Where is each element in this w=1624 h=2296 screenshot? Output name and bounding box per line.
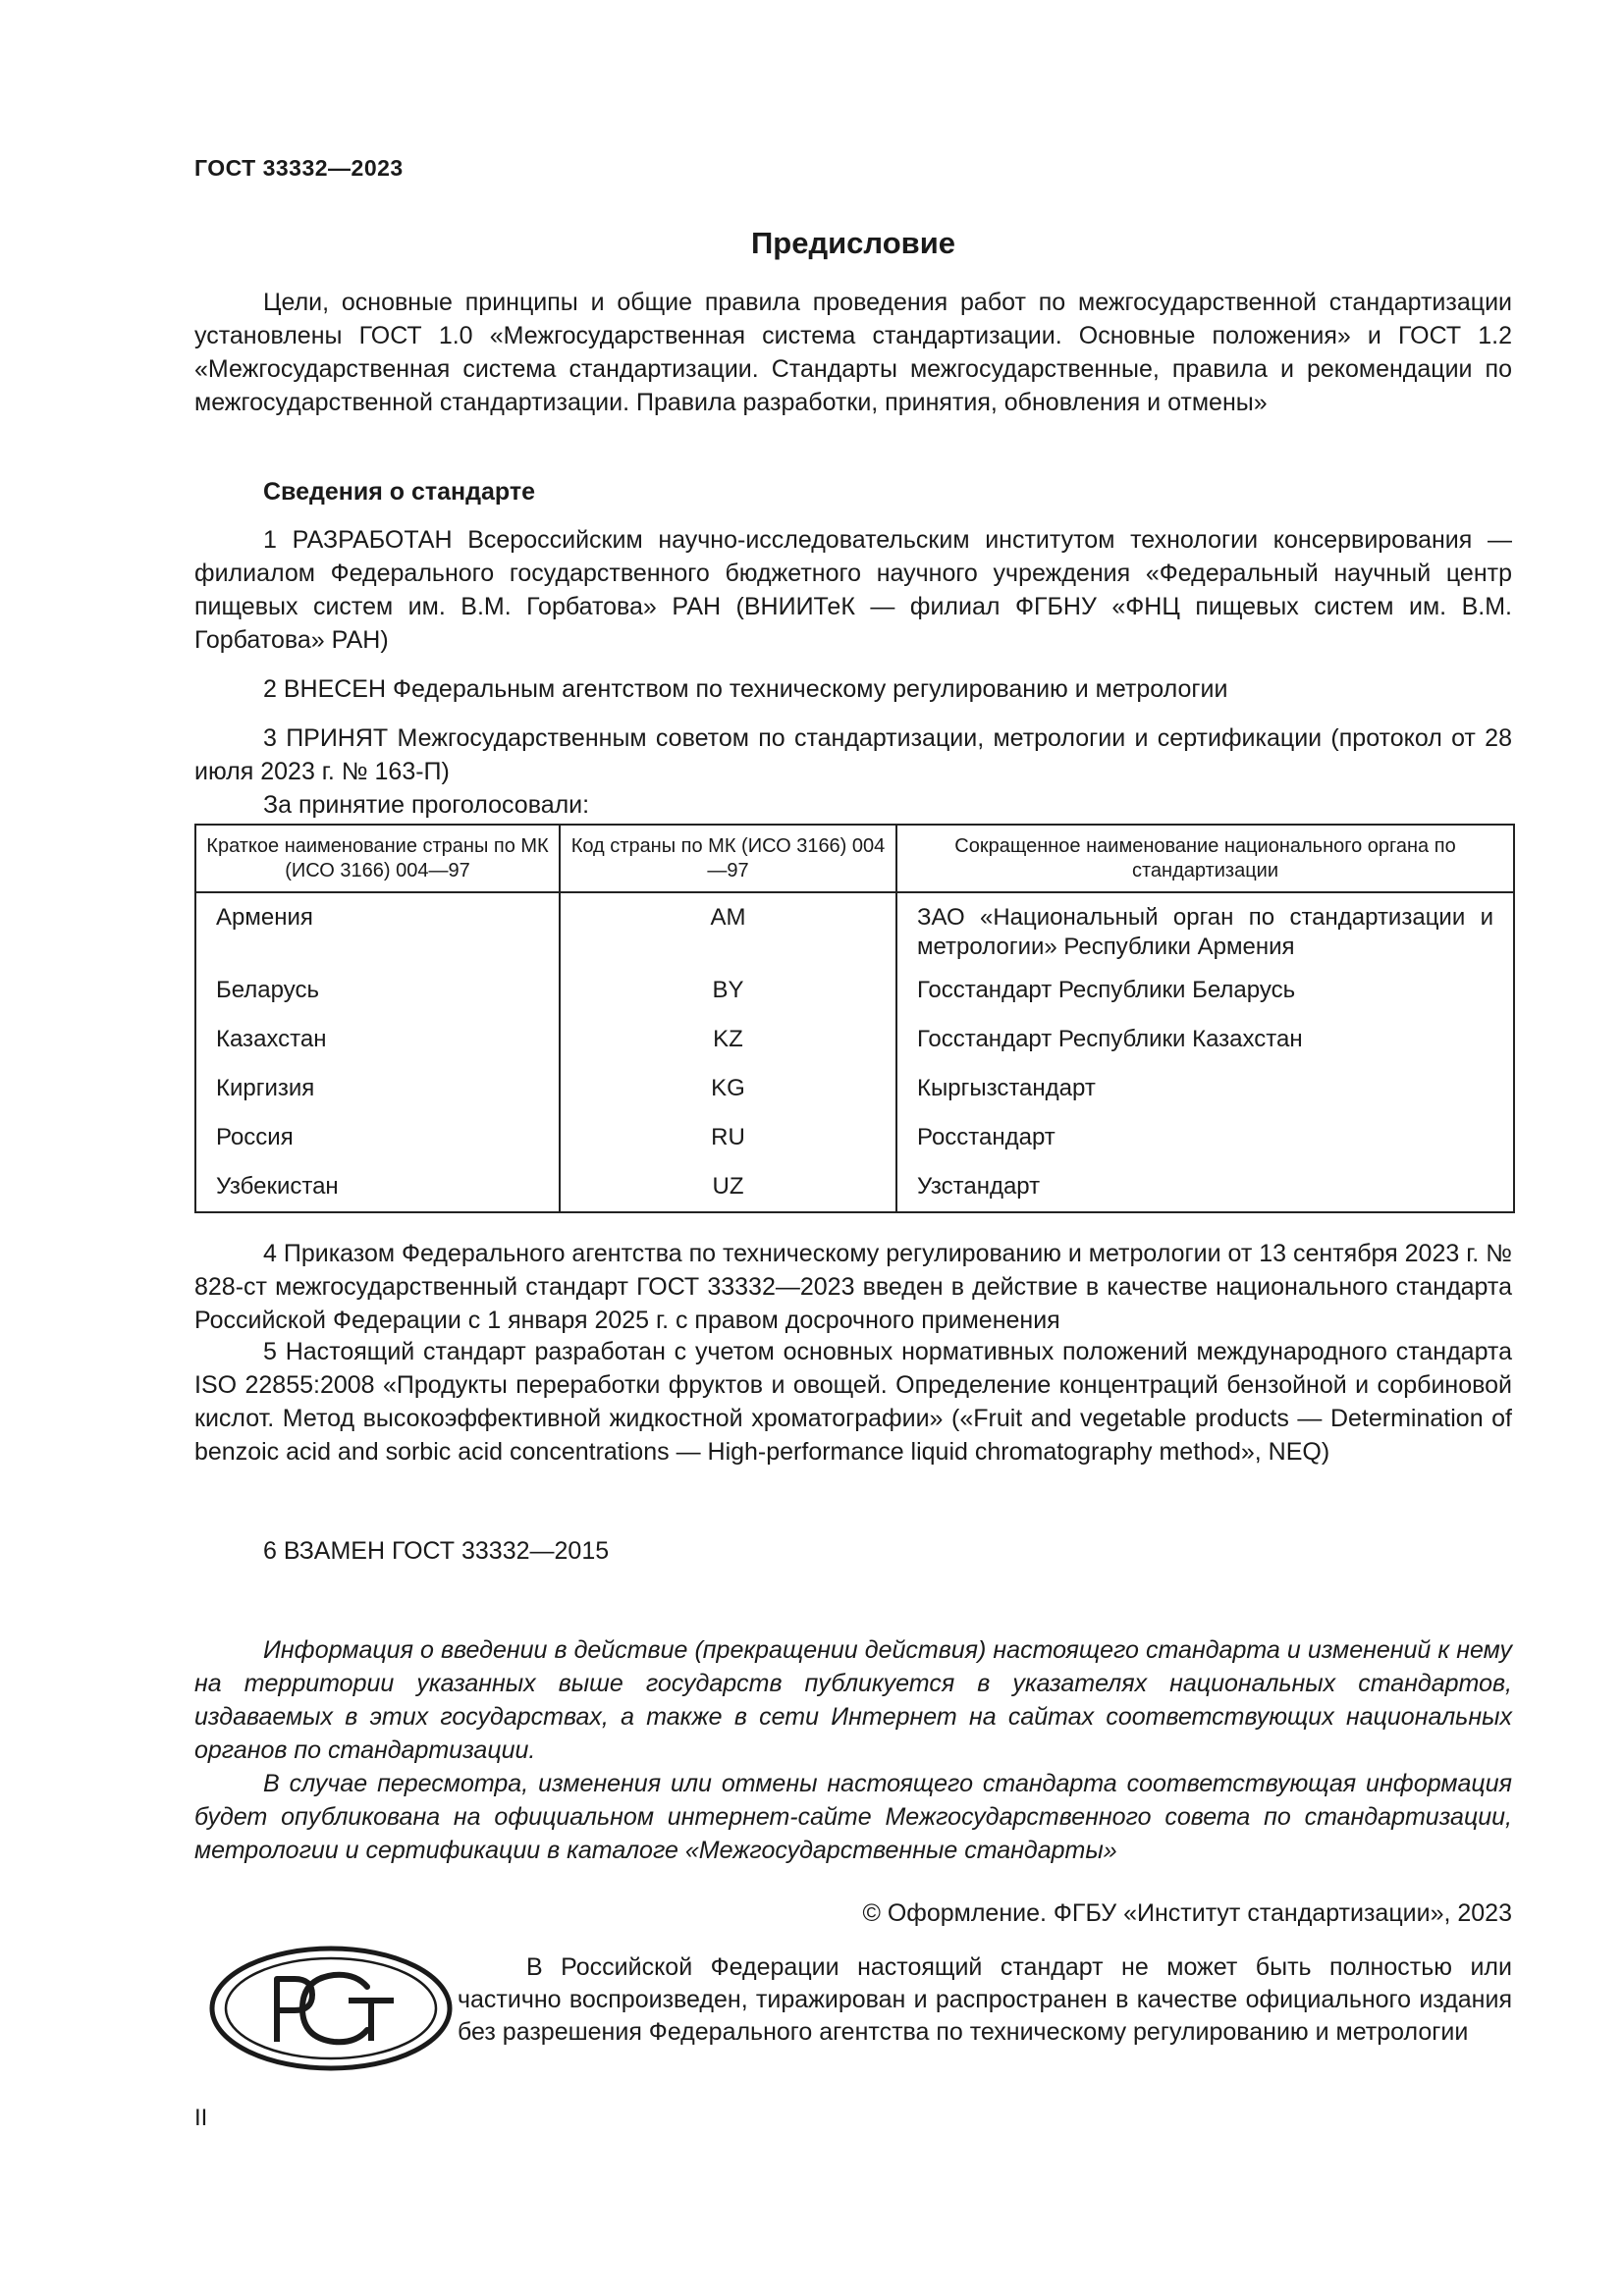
rst-certification-mark-icon bbox=[208, 1944, 454, 2073]
item-replaces: 6 ВЗАМЕН ГОСТ 33332—2015 bbox=[263, 1537, 610, 1565]
table-row bbox=[195, 1064, 1514, 1113]
code-cell: RU bbox=[560, 1113, 896, 1162]
country-cell: Киргизия bbox=[195, 1064, 560, 1113]
body-cell: Росстандарт bbox=[896, 1113, 1514, 1162]
page-title: Предисловие bbox=[750, 226, 955, 260]
code-cell: AM bbox=[560, 892, 896, 966]
table-row bbox=[195, 1162, 1514, 1212]
table-row bbox=[195, 892, 1514, 966]
copyright-line: © Оформление. ФГБУ «Институт стандартизации», 2023 bbox=[862, 1899, 1512, 1927]
voting-table bbox=[194, 824, 1515, 1213]
intro-paragraph: Цели, основные принципы и общие правила проведения работ по межгосударственной стандартизации установлены ГОСТ 1.0 «Межгосударственная система стандартизации. Основные положения» и ГОСТ 1.2 «Межгосударственная система стандартизации. Стандарты межгосударственные, правила и рекомендации по межгосударственной стандартизации. Правила разработки, принятия, обновления и отмены» bbox=[194, 289, 1512, 416]
code-cell: UZ bbox=[560, 1162, 896, 1212]
header-body: Сокращенное наименование национального органа по стандартизации bbox=[896, 825, 1514, 892]
country-cell: Казахстан bbox=[195, 1015, 560, 1064]
item-introduced: 2 ВНЕСЕН Федеральным агентством по техническому регулированию и метрологии bbox=[263, 675, 1228, 703]
code-cell: KZ bbox=[560, 1015, 896, 1064]
copy-notice: В Российской Федерации настоящий стандарт не может быть полностью или частично воспроизведен, тиражирован и распространен в качестве официального издания без разрешения Федерального агентства по техническому регулированию и метрологии bbox=[458, 1953, 1512, 2046]
table-header-row bbox=[195, 825, 1514, 892]
item-voted: За принятие проголосовали: bbox=[263, 791, 590, 819]
body-cell: Госстандарт Республики Беларусь bbox=[896, 966, 1514, 1015]
item-adopted: 3 ПРИНЯТ Межгосударственным советом по стандартизации, метрологии и сертификации (протокол от 28 июля 2023 г. № 163-П) bbox=[194, 724, 1512, 785]
header-code: Код страны по МК (ИСО 3166) 004—97 bbox=[560, 825, 896, 892]
country-cell: Армения bbox=[195, 892, 560, 966]
note-publication: Информация о введении в действие (прекращении действия) настоящего стандарта и изменений к нему на территории указанных выше государств публикуется в указателях национальных стандартов, издаваемых в этих государствах, а также в сети Интернет на сайтах соответствующих национальных органов по стандартизации. bbox=[194, 1636, 1512, 1764]
body-cell: Кыргызстандарт bbox=[896, 1064, 1514, 1113]
item-developed: 1 РАЗРАБОТАН Всероссийским научно-исследовательским институтом технологии консервирования — филиалом Федерального государственного бюджетного научного учреждения «Федеральный научный центр пищевых систем им. В.М. Горбатова» РАН (ВНИИТеК — филиал ФГБНУ «ФНЦ пищевых систем им. В.М. Горбатова» РАН) bbox=[194, 526, 1512, 654]
document-code: ГОСТ 33332—2023 bbox=[194, 155, 404, 181]
note-revision: В случае пересмотра, изменения или отмены настоящего стандарта соответствующая информация будет опубликована на официальном интернет-сайте Межгосударственного совета по стандартизации, метрологии и сертификации в каталоге «Межгосударственные стандарты» bbox=[194, 1770, 1512, 1864]
header-country: Краткое наименование страны по МК (ИСО 3166) 004—97 bbox=[195, 825, 560, 892]
table-row bbox=[195, 1015, 1514, 1064]
item-based-on: 5 Настоящий стандарт разработан с учетом основных нормативных положений международного стандарта ISO 22855:2008 «Продукты переработки фруктов и овощей. Определение концентраций бензойной и сорбиновой кислот. Метод высокоэффективной жидкостной хроматографии» («Fruit and vegetable products — Determination of benzoic acid and sorbic acid concentrations — High-performance liquid chromatography method», NEQ) bbox=[194, 1338, 1512, 1466]
item-order: 4 Приказом Федерального агентства по техническому регулированию и метрологии от 13 сентября 2023 г. № 828-ст межгосударственный стандарт ГОСТ 33332—2023 введен в действие в качестве национального стандарта Российской Федерации с 1 января 2025 г. с правом досрочного применения bbox=[194, 1240, 1512, 1334]
country-cell: Беларусь bbox=[195, 966, 560, 1015]
code-cell: BY bbox=[560, 966, 896, 1015]
body-cell: ЗАО «Национальный орган по стандартизации и метрологии» Республики Армения bbox=[896, 892, 1514, 966]
body-cell: Узстандарт bbox=[896, 1162, 1514, 1212]
table-row bbox=[195, 966, 1514, 1015]
country-cell: Узбекистан bbox=[195, 1162, 560, 1212]
table-row bbox=[195, 1113, 1514, 1162]
country-cell: Россия bbox=[195, 1113, 560, 1162]
page-number: II bbox=[194, 2105, 208, 2131]
info-heading: Сведения о стандарте bbox=[263, 478, 536, 506]
code-cell: KG bbox=[560, 1064, 896, 1113]
body-cell: Госстандарт Республики Казахстан bbox=[896, 1015, 1514, 1064]
